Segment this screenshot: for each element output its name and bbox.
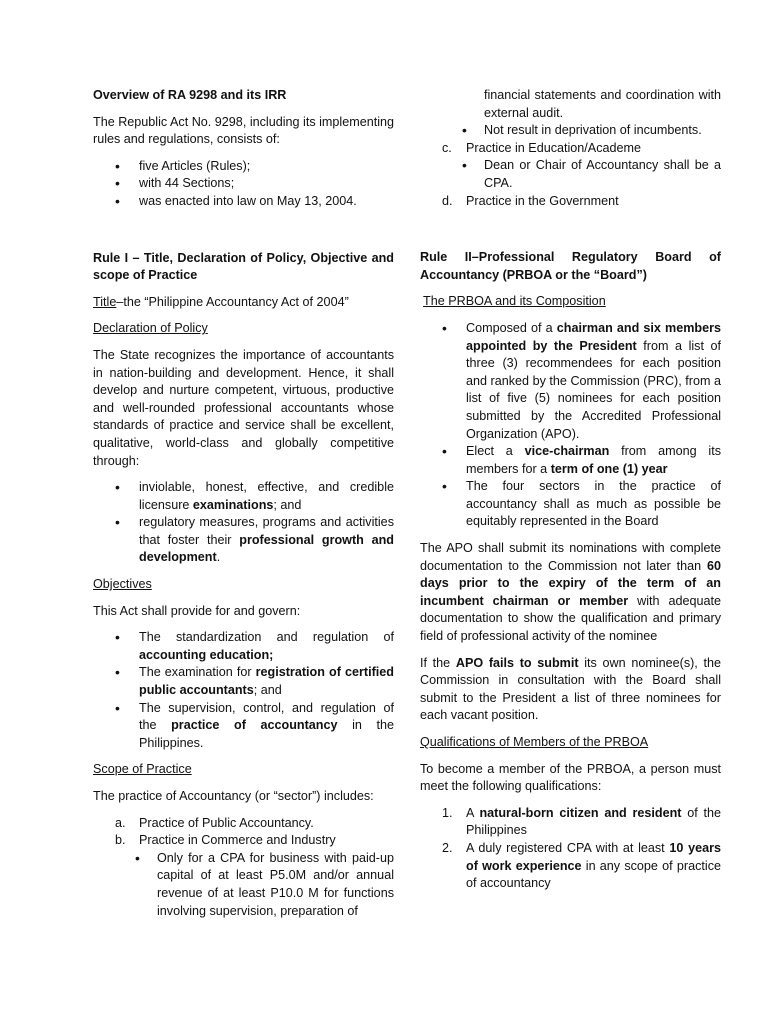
text-run-bold: natural-born citizen and resident	[479, 805, 682, 820]
objectives-list	[93, 629, 394, 752]
continued-list	[420, 122, 721, 140]
scope-list-cont	[420, 140, 721, 158]
text-run-bold: 60 days prior to the expiry of the term of an incumbent chairman or member	[420, 558, 721, 608]
overview-title: Overview of RA 9298 and its IRR	[93, 88, 287, 102]
scope-intro: The practice of Accountancy (or “sector”) includes:	[93, 789, 374, 803]
text-run: with adequate documentation to show the qualification and primary field of professional activity of the nominee	[420, 593, 722, 644]
title-line	[93, 294, 394, 312]
objectives-heading: Objectives	[93, 577, 152, 592]
scope-heading: Scope of Practice	[93, 762, 192, 777]
list-item	[420, 840, 721, 893]
list-item: • with 44 Sections;	[93, 175, 394, 193]
title-text: –the “Philippine Accountancy Act of 2004”	[116, 294, 349, 309]
list-item: • was enacted into law on May 13, 2004.	[93, 193, 394, 211]
qualifications-heading: Qualifications of Members of the PRBOA	[420, 735, 649, 749]
left-column	[93, 87, 394, 929]
list-item	[93, 664, 394, 699]
list-item	[93, 629, 394, 664]
list-item: • The four sectors in the practice of accountancy shall as much as possible be equitably represented in the Board	[420, 478, 721, 531]
text-run-bold: professional growth and development	[139, 532, 394, 565]
list-marker: 1.	[442, 805, 453, 820]
list-item: • five Articles (Rules);	[93, 158, 394, 176]
text-run: from among its members for a	[466, 444, 721, 476]
declaration-heading: Declaration of Policy	[93, 321, 208, 336]
list-item	[420, 320, 721, 443]
text-run: regulatory measures, programs and activities that foster their	[139, 515, 394, 547]
text-run: Practice in Education/Academe	[466, 140, 642, 155]
list-item	[93, 479, 394, 514]
text-run: ; and	[253, 683, 282, 698]
text-run: Practice in the Government	[466, 193, 619, 208]
text-run: The standardization and regulation of	[139, 630, 394, 645]
qualifications-intro: To become a member of the PRBOA, a person must meet the following qualifications:	[420, 761, 721, 794]
apo-paragraph-2	[420, 655, 721, 725]
declaration-list	[93, 479, 394, 567]
list-item	[93, 832, 394, 850]
text-run: A duly registered CPA with at least	[466, 840, 670, 855]
rule2-heading: Rule II–Professional Regulatory Board of Accountancy (PRBOA or the “Board”)	[420, 250, 721, 282]
list-item	[420, 140, 721, 158]
text-run: its own nominee(s), the Commission in consultation with the Board shall submit to the President a list of three nominees for each vacant position.	[420, 655, 721, 723]
title-label: Title	[93, 294, 117, 309]
text-run: The APO shall submit its nominations with complete documentation to the Commission not later than	[420, 541, 721, 573]
text-run-bold: examinations	[192, 497, 274, 512]
text-run: of the Philippines	[466, 805, 721, 838]
list-item	[93, 815, 394, 833]
scope-b-sublist	[93, 850, 394, 920]
list-item	[93, 700, 394, 753]
text-run: A	[466, 805, 480, 820]
text-run: .	[216, 550, 221, 565]
text-run: Composed of a	[466, 320, 557, 335]
list-marker: 2.	[442, 840, 453, 855]
text-run-bold: practice of accountancy	[171, 718, 338, 733]
text-run: Practice of Public Accountancy.	[139, 815, 314, 830]
list-marker: d.	[442, 193, 453, 208]
list-marker: b.	[115, 833, 126, 848]
right-column	[420, 87, 721, 902]
scope-list	[93, 815, 394, 850]
composition-list	[420, 320, 721, 531]
list-item: • Dean or Chair of Accountancy shall be a CPA.	[420, 157, 721, 192]
composition-heading: The PRBOA and its Composition	[423, 294, 606, 309]
text-run: inviolable, honest, effective, and credible licensure	[139, 480, 394, 512]
text-run: in any scope of practice of accountancy	[466, 858, 721, 891]
text-run: ; and	[273, 497, 302, 512]
text-run: Elect a	[466, 444, 525, 459]
text-run-bold: APO fails to submit	[455, 655, 579, 670]
scope-c-sublist	[420, 157, 721, 192]
apo-paragraph-1	[420, 540, 721, 646]
text-run: The supervision, control, and regulation of the	[139, 700, 394, 733]
text-run: from a list of three (3) recommendees for each position and ranked by the Commission (PRC), from a list of five (5) nominees for each position submitted by the Accredited Professional Organization (APO).	[466, 338, 721, 441]
text-run: If the	[420, 655, 456, 670]
objectives-intro: This Act shall provide for and govern:	[93, 603, 301, 618]
overview-intro: The Republic Act No. 9298, including its implementing rules and regulations, consists of:	[93, 114, 395, 147]
text-run: in the Philippines.	[139, 718, 394, 750]
text-run-bold: accounting education;	[139, 647, 274, 662]
list-item	[93, 514, 394, 567]
qualifications-list	[420, 805, 721, 893]
list-item: • Only for a CPA for business with paid-up capital of at least P5.0M and/or annual revenue of at least P10.0 M for functions involving supervision, preparation of	[93, 850, 394, 920]
scope-list-d	[420, 193, 721, 211]
rule1-heading: Rule I – Title, Declaration of Policy, Objective and scope of Practice	[93, 250, 394, 283]
text-run-bold: registration of certified public accountants	[139, 665, 394, 698]
text-run-bold: term of one (1) year	[550, 461, 668, 476]
text-run: The examination for	[139, 665, 256, 680]
list-item	[420, 805, 721, 840]
continued-text: financial statements and coordination with external audit.	[484, 88, 721, 120]
list-item	[420, 193, 721, 211]
list-item: • Not result in deprivation of incumbents.	[420, 122, 721, 140]
text-run: Practice in Commerce and Industry	[139, 833, 336, 848]
list-item	[420, 443, 721, 478]
text-run-bold: chairman and six members appointed by the President	[466, 320, 721, 353]
declaration-text: The State recognizes the importance of accountants in nation-building and development. Hence, it shall develop and nurture competent, virtuous, productive and well-rounded professional accountants whose standards of practice and service shall be excellent, qualitative, world-class and globally competitive through:	[93, 347, 394, 468]
overview-list	[93, 158, 394, 211]
list-marker: c.	[442, 140, 452, 155]
text-run-bold: 10 years of work experience	[466, 840, 721, 873]
text-run-bold: vice-chairman	[524, 444, 610, 459]
list-marker: a.	[115, 815, 126, 830]
